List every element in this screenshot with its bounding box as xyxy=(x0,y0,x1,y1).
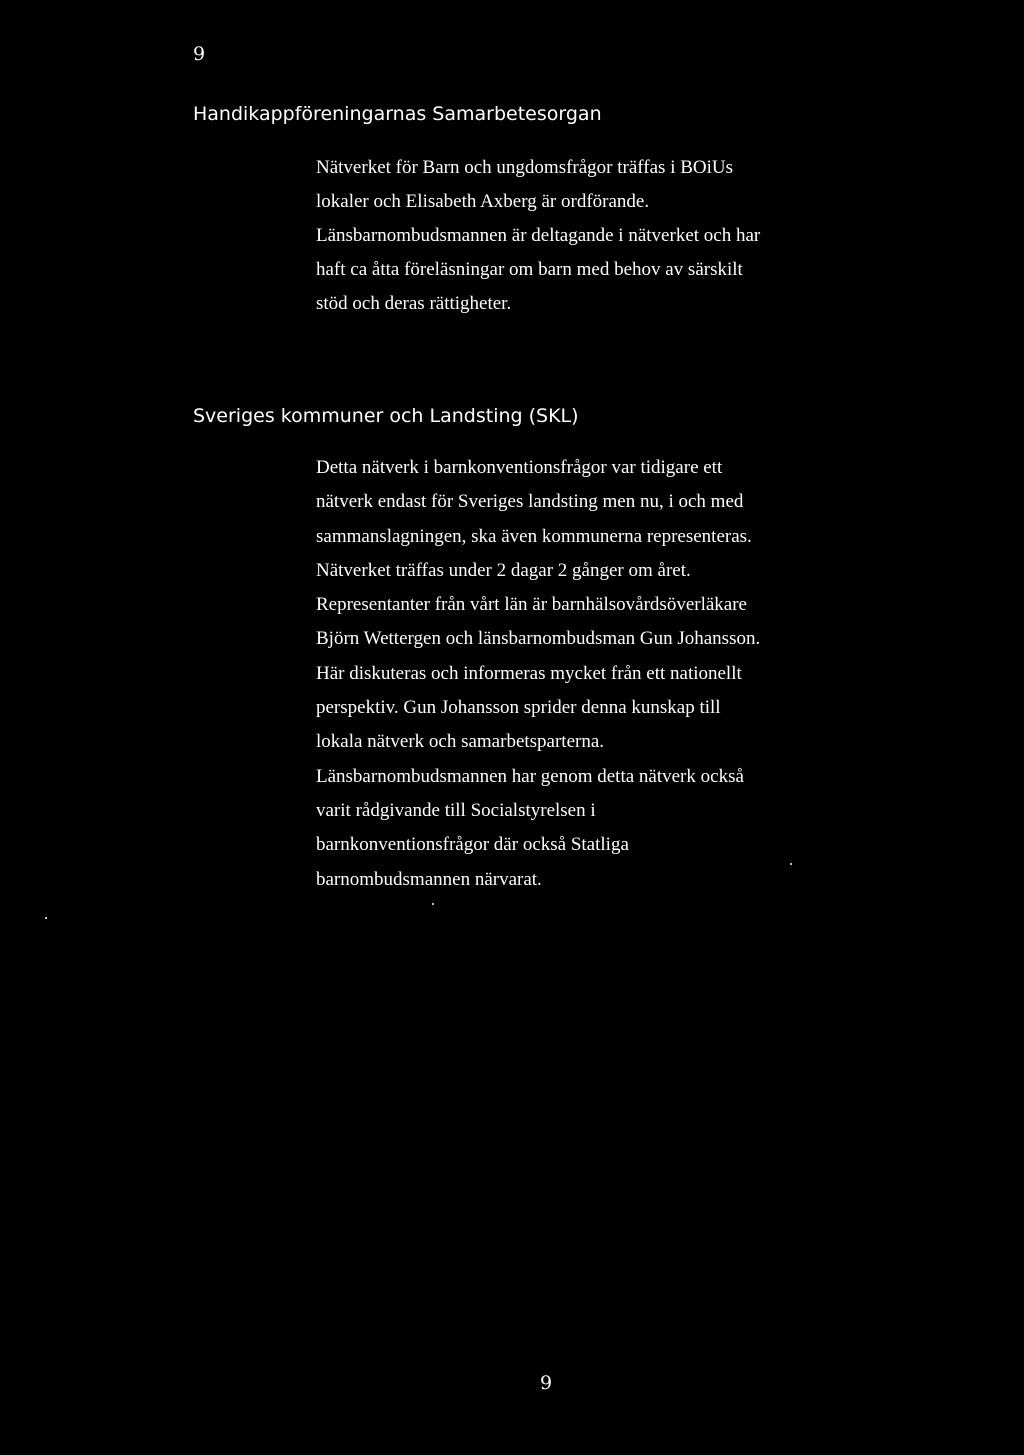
text-line: sammanslagningen, ska även kommunerna representeras. xyxy=(316,525,752,547)
scan-speck xyxy=(790,863,792,865)
section-body-skl xyxy=(316,451,876,897)
text-line: lokaler och Elisabeth Axberg är ordförande. xyxy=(316,191,650,212)
text-line: varit rådgivande till Socialstyrelsen i xyxy=(316,799,596,821)
text-line: stöd och deras rättigheter. xyxy=(316,293,512,314)
text-line: Länsbarnombudsmannen är deltagande i nätverket och har xyxy=(316,225,761,246)
page-number-bottom: 9 xyxy=(540,1372,553,1394)
text-line: barnombudsmannen närvarat. xyxy=(316,868,542,890)
text-line: lokala nätverk och samarbetsparterna. xyxy=(316,731,605,753)
text-line: barnkonventionsfrågor där också Statliga xyxy=(316,834,629,856)
text-line: Länsbarnombudsmannen har genom detta nätverk också xyxy=(316,765,744,787)
page-number-top: 9 xyxy=(193,43,206,65)
text-line: perspektiv. Gun Johansson sprider denna kunskap till xyxy=(316,697,721,719)
text-line: Nätverket träffas under 2 dagar 2 gånger om året. xyxy=(316,559,691,581)
text-line: haft ca åtta föreläsningar om barn med behov av särskilt xyxy=(316,259,743,280)
section-body-handikappforeningarnas xyxy=(316,151,876,321)
section-heading-skl: Sveriges kommuner och Landsting (SKL) xyxy=(193,405,579,427)
section-heading-handikappforeningarnas: Handikappföreningarnas Samarbetesorgan xyxy=(193,103,602,125)
text-line: Representanter från vårt län är barnhälsovårdsöverläkare xyxy=(316,594,747,616)
text-line: Nätverket för Barn och ungdomsfrågor träffas i BOiUs xyxy=(316,157,734,178)
text-line: Detta nätverk i barnkonventionsfrågor var tidigare ett xyxy=(316,457,723,478)
text-line: nätverk endast för Sveriges landsting men nu, i och med xyxy=(316,491,744,513)
scan-speck xyxy=(432,903,434,905)
scan-speck xyxy=(45,917,47,919)
text-line: Här diskuteras och informeras mycket från ett nationellt xyxy=(316,662,742,684)
text-line: Björn Wettergen och länsbarnombudsman Gun Johansson. xyxy=(316,628,761,650)
